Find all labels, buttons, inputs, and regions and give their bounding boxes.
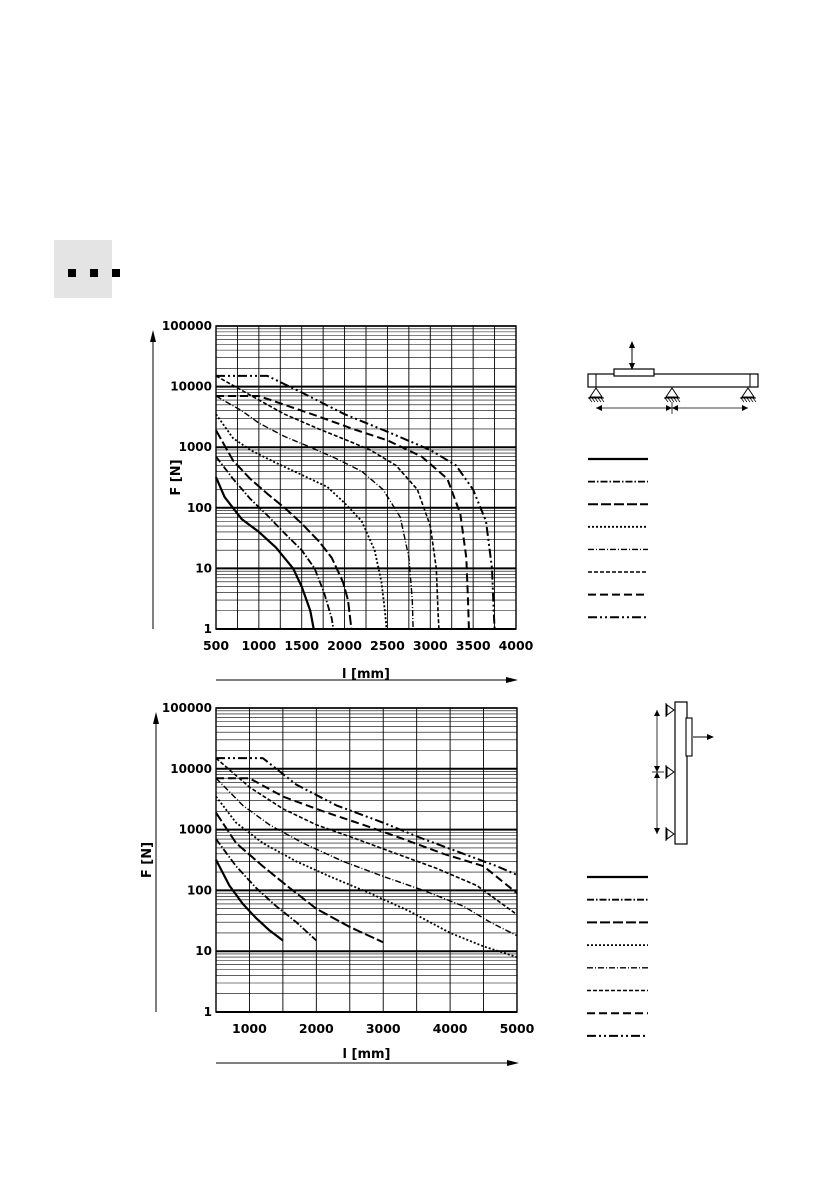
x-tick-label: 4000 xyxy=(498,638,534,653)
x-tick-label: 4000 xyxy=(432,1021,468,1036)
support-triangle xyxy=(667,829,674,839)
dimension-arrowhead xyxy=(654,766,660,772)
y-tick-label: 100 xyxy=(186,500,212,515)
schematic-vertical-beam xyxy=(652,702,714,844)
y-tick-label: 10 xyxy=(195,561,212,576)
x-tick-label: 1000 xyxy=(241,638,277,653)
x-tick-label: 1000 xyxy=(232,1021,267,1036)
y-axis-label: F [N] xyxy=(140,841,155,879)
x-tick-label: 3500 xyxy=(455,638,491,653)
dimension-arrowhead xyxy=(654,710,660,716)
y-tick-label: 1 xyxy=(203,1005,212,1019)
x-tick-label: 3000 xyxy=(412,638,448,653)
x-tick-label: 2500 xyxy=(370,638,405,653)
y-tick-label: 10000 xyxy=(170,761,212,776)
x-axis-arrowhead xyxy=(507,1060,519,1066)
series-line-thin-dash-dot xyxy=(216,778,517,936)
x-tick-label: 2000 xyxy=(298,1021,334,1036)
x-tick-label: 1500 xyxy=(284,638,320,653)
carriage xyxy=(686,718,692,756)
x-tick-label: 500 xyxy=(202,638,230,653)
y-tick-label: 10000 xyxy=(170,379,212,394)
y-tick-label: 100000 xyxy=(161,701,212,715)
y-tick-label: 1 xyxy=(203,622,212,636)
y-tick-label: 1000 xyxy=(178,822,212,837)
y-tick-label: 100000 xyxy=(161,319,212,333)
x-tick-label: 2000 xyxy=(327,638,362,653)
plot-frame xyxy=(216,708,517,1012)
force-arrowhead-right xyxy=(707,734,714,740)
support-triangle xyxy=(667,767,674,777)
dimension-arrowhead xyxy=(654,828,660,834)
x-axis-label: l [mm] xyxy=(342,1047,391,1062)
y-axis-label: F [N] xyxy=(169,459,184,496)
support-triangle xyxy=(667,705,674,715)
beam-profile xyxy=(675,702,687,844)
x-tick-label: 5000 xyxy=(499,1021,535,1036)
x-tick-label: 3000 xyxy=(365,1021,401,1036)
y-tick-label: 100 xyxy=(186,883,212,898)
series-line-dash-dot-dot xyxy=(216,758,517,875)
y-axis-arrowhead xyxy=(153,712,159,724)
y-tick-label: 10 xyxy=(195,944,212,959)
y-tick-label: 1000 xyxy=(178,440,212,455)
x-axis-label: l [mm] xyxy=(342,667,390,682)
dimension-arrowhead xyxy=(654,772,660,778)
